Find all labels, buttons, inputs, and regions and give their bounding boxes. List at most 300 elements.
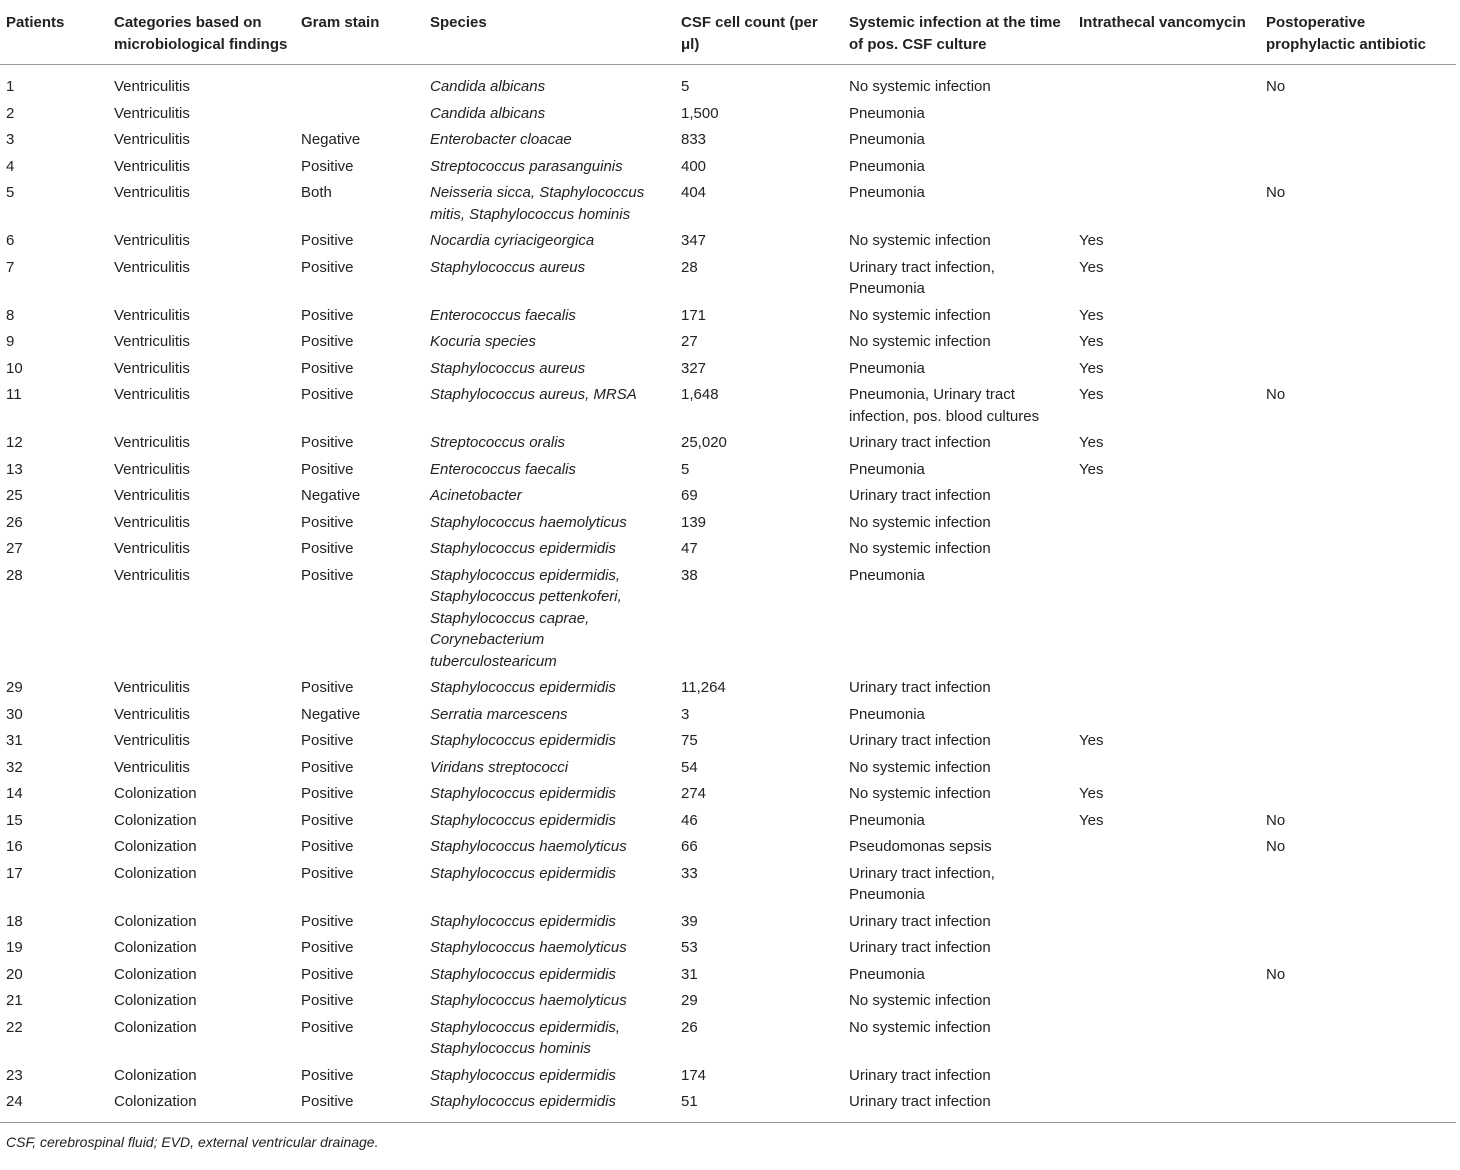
cell-species: Enterobacter cloacae	[430, 131, 572, 148]
cell-intrathecal-vancomycin	[1073, 177, 1260, 225]
cell-species: Enterococcus faecalis	[430, 306, 576, 324]
cell-species: Staphylococcus epidermidis	[430, 1093, 616, 1110]
cell-intrathecal-vancomycin: Yes	[1079, 359, 1104, 377]
footnote-row	[0, 1122, 1456, 1153]
cell-csf-cell-count: 5	[681, 460, 690, 478]
cell-patient: 3	[6, 131, 15, 148]
cell-patient: 2	[6, 104, 15, 122]
header-species: Species	[424, 0, 675, 65]
cell-category: Ventriculitis	[114, 679, 190, 696]
cell-prophylactic-antibiotic	[1260, 151, 1456, 178]
cell-category: Colonization	[114, 864, 197, 882]
cell-patient: 6	[6, 232, 15, 249]
cell-csf-cell-count: 39	[681, 912, 698, 930]
cell-patient: 13	[6, 460, 23, 478]
cell-prophylactic-antibiotic	[1260, 906, 1456, 933]
table-row	[0, 831, 1456, 858]
cell-csf-cell-count: 27	[681, 333, 698, 350]
cell-patient: 23	[6, 1066, 23, 1084]
header-intrathecal-vancomycin: Intrathecal vancomycin	[1073, 0, 1260, 65]
cell-patient: 7	[6, 258, 15, 276]
cell-csf-cell-count: 53	[681, 939, 698, 956]
cell-gram-stain: Positive	[301, 157, 354, 175]
cell-csf-cell-count: 33	[681, 864, 698, 882]
cell-gram-stain: Positive	[301, 258, 354, 276]
cell-systemic-infection: No systemic infection	[849, 785, 991, 802]
cell-gram-stain: Positive	[301, 566, 354, 584]
cell-category: Colonization	[114, 785, 197, 802]
cell-gram-stain: Positive	[301, 232, 354, 249]
cell-patient: 28	[6, 566, 23, 584]
table-row	[0, 353, 1456, 380]
cell-csf-cell-count: 26	[681, 1018, 698, 1036]
cell-systemic-infection: No systemic infection	[849, 306, 991, 324]
cell-patient: 26	[6, 513, 23, 531]
cell-prophylactic-antibiotic	[1260, 454, 1456, 481]
table-row	[0, 699, 1456, 726]
cell-species: Streptococcus oralis	[430, 434, 566, 451]
cell-species: Staphylococcus haemolyticus	[430, 838, 627, 855]
cell-systemic-infection: No systemic infection	[849, 540, 991, 557]
table-footer	[0, 1122, 1456, 1153]
cell-species: Staphylococcus epidermidis, Staphylococcus pettenkoferi, Staphylococcus caprae, Corynebacterium tuberculostearicum	[430, 566, 622, 670]
cell-gram-stain: Negative	[301, 131, 361, 148]
cell-species: Staphylococcus epidermidis	[430, 1066, 616, 1084]
cell-prophylactic-antibiotic	[1260, 752, 1456, 779]
cell-patient: 27	[6, 540, 23, 557]
cell-csf-cell-count: 171	[681, 306, 707, 324]
cell-csf-cell-count: 51	[681, 1093, 698, 1110]
header-row	[0, 0, 1456, 65]
cell-category: Colonization	[114, 838, 197, 855]
cell-intrathecal-vancomycin	[1073, 1086, 1260, 1122]
cell-systemic-infection: Pneumonia	[849, 359, 925, 377]
table-row	[0, 177, 1456, 225]
cell-csf-cell-count: 38	[681, 566, 698, 584]
cell-gram-stain: Positive	[301, 1093, 354, 1110]
cell-category: Ventriculitis	[114, 460, 190, 478]
cell-patient: 21	[6, 992, 23, 1009]
table-row	[0, 1060, 1456, 1087]
cell-species: Staphylococcus haemolyticus	[430, 939, 627, 956]
cell-csf-cell-count: 31	[681, 965, 698, 983]
cell-prophylactic-antibiotic	[1260, 1060, 1456, 1087]
cell-category: Ventriculitis	[114, 131, 190, 148]
cell-gram-stain: Positive	[301, 434, 354, 451]
cell-gram-stain: Positive	[301, 386, 354, 403]
cell-csf-cell-count: 11,264	[681, 679, 726, 696]
cell-species: Staphylococcus haemolyticus	[430, 992, 627, 1009]
cell-prophylactic-antibiotic	[1260, 1086, 1456, 1122]
cell-species: Candida albicans	[430, 78, 546, 95]
cell-gram-stain: Positive	[301, 758, 354, 776]
cell-prophylactic-antibiotic: No	[1266, 838, 1286, 855]
cell-category: Ventriculitis	[114, 705, 190, 723]
table-footnote: CSF, cerebrospinal fluid; EVD, external ventricular drainage.	[0, 1122, 1456, 1153]
cell-systemic-infection: Pneumonia	[849, 965, 925, 983]
cell-systemic-infection: Urinary tract infection	[849, 434, 991, 451]
header-gram-stain: Gram stain	[295, 0, 424, 65]
cell-category: Colonization	[114, 1093, 197, 1110]
cell-gram-stain: Positive	[301, 333, 354, 350]
cell-intrathecal-vancomycin: Yes	[1079, 460, 1104, 478]
cell-category: Ventriculitis	[114, 434, 190, 451]
cell-systemic-infection: Pneumonia	[849, 566, 925, 584]
table-row	[0, 752, 1456, 779]
cell-category: Colonization	[114, 965, 197, 983]
cell-systemic-infection: Urinary tract infection	[849, 487, 991, 504]
cell-patient: 32	[6, 758, 23, 776]
cell-gram-stain: Positive	[301, 513, 354, 531]
cell-prophylactic-antibiotic	[1260, 778, 1456, 805]
cell-systemic-infection: Urinary tract infection, Pneumonia	[849, 864, 995, 903]
cell-intrathecal-vancomycin	[1073, 985, 1260, 1012]
cell-csf-cell-count: 3	[681, 705, 690, 723]
cell-gram-stain: Positive	[301, 460, 354, 478]
cell-intrathecal-vancomycin	[1073, 1012, 1260, 1060]
cell-gram-stain: Both	[301, 184, 332, 201]
cell-intrathecal-vancomycin	[1073, 98, 1260, 125]
table-row	[0, 778, 1456, 805]
cell-intrathecal-vancomycin	[1073, 507, 1260, 534]
cell-systemic-infection: Urinary tract infection	[849, 939, 991, 956]
table-row	[0, 427, 1456, 454]
cell-csf-cell-count: 75	[681, 732, 698, 749]
cell-category: Ventriculitis	[114, 487, 190, 504]
table-row	[0, 65, 1456, 98]
cell-systemic-infection: Pneumonia	[849, 705, 925, 723]
cell-gram-stain: Positive	[301, 306, 354, 324]
cell-species: Kocuria species	[430, 333, 536, 350]
cell-csf-cell-count: 5	[681, 78, 690, 95]
cell-patient: 18	[6, 912, 23, 930]
cell-gram-stain: Negative	[301, 705, 361, 723]
cell-csf-cell-count: 66	[681, 838, 698, 855]
cell-gram-stain: Positive	[301, 1066, 354, 1084]
cell-csf-cell-count: 174	[681, 1066, 707, 1084]
cell-intrathecal-vancomycin	[1073, 1060, 1260, 1087]
cell-systemic-infection: Urinary tract infection	[849, 912, 991, 930]
cell-species: Staphylococcus epidermidis	[430, 785, 616, 802]
table-row	[0, 932, 1456, 959]
cell-patient: 22	[6, 1018, 23, 1036]
table-body	[0, 65, 1456, 1123]
cell-patient: 4	[6, 157, 15, 175]
cell-species: Staphylococcus epidermidis	[430, 679, 616, 696]
cell-category: Ventriculitis	[114, 540, 190, 557]
cell-species: Viridans streptococci	[430, 758, 569, 776]
cell-species: Staphylococcus aureus, MRSA	[430, 386, 637, 403]
cell-intrathecal-vancomycin	[1073, 560, 1260, 673]
cell-intrathecal-vancomycin: Yes	[1079, 306, 1104, 324]
cell-intrathecal-vancomycin	[1073, 932, 1260, 959]
table-row	[0, 252, 1456, 300]
cell-patient: 5	[6, 184, 15, 201]
cell-species: Staphylococcus epidermidis	[430, 732, 616, 749]
cell-species: Acinetobacter	[430, 487, 522, 504]
cell-patient: 24	[6, 1093, 23, 1110]
cell-csf-cell-count: 400	[681, 157, 707, 175]
cell-species: Nocardia cyriacigeorgica	[430, 232, 595, 249]
cell-category: Ventriculitis	[114, 386, 190, 403]
cell-gram-stain: Positive	[301, 785, 354, 802]
cell-prophylactic-antibiotic	[1260, 932, 1456, 959]
cell-category: Colonization	[114, 992, 197, 1009]
table-row	[0, 805, 1456, 832]
table-row	[0, 672, 1456, 699]
cell-gram-stain: Positive	[301, 811, 354, 829]
cell-species: Staphylococcus aureus	[430, 258, 586, 276]
cell-species: Staphylococcus epidermidis	[430, 912, 616, 930]
table-row	[0, 507, 1456, 534]
table-row	[0, 1012, 1456, 1060]
cell-systemic-infection: Urinary tract infection, Pneumonia	[849, 258, 995, 297]
cell-intrathecal-vancomycin	[1073, 752, 1260, 779]
cell-gram-stain	[295, 65, 424, 98]
cell-category: Ventriculitis	[114, 78, 190, 95]
cell-systemic-infection: No systemic infection	[849, 333, 991, 350]
table-row	[0, 560, 1456, 673]
cell-category: Ventriculitis	[114, 232, 190, 249]
cell-patient: 16	[6, 838, 23, 855]
cell-systemic-infection: Urinary tract infection	[849, 679, 991, 696]
cell-category: Colonization	[114, 1018, 197, 1036]
table-row	[0, 533, 1456, 560]
cell-patient: 20	[6, 965, 23, 983]
cell-intrathecal-vancomycin: Yes	[1079, 258, 1104, 276]
cell-patient: 30	[6, 705, 23, 723]
cell-intrathecal-vancomycin: Yes	[1079, 333, 1104, 350]
cell-gram-stain: Positive	[301, 864, 354, 882]
cell-systemic-infection: Pneumonia	[849, 811, 925, 829]
cell-gram-stain: Positive	[301, 732, 354, 749]
cell-patient: 12	[6, 434, 23, 451]
cell-prophylactic-antibiotic	[1260, 252, 1456, 300]
cell-prophylactic-antibiotic	[1260, 124, 1456, 151]
header-systemic-infection: Systemic infection at the time of pos. CSF culture	[843, 0, 1073, 65]
cell-intrathecal-vancomycin	[1073, 858, 1260, 906]
header-prophylactic-antibiotic: Postoperative prophylactic antibiotic	[1260, 0, 1456, 65]
cell-systemic-infection: No systemic infection	[849, 1018, 991, 1036]
cell-species: Staphylococcus epidermidis, Staphylococcus hominis	[430, 1018, 621, 1057]
cell-systemic-infection: Pneumonia	[849, 131, 925, 148]
cell-systemic-infection: No systemic infection	[849, 78, 991, 95]
cell-intrathecal-vancomycin	[1073, 480, 1260, 507]
cell-intrathecal-vancomycin	[1073, 672, 1260, 699]
cell-category: Colonization	[114, 912, 197, 930]
cell-patient: 8	[6, 306, 15, 324]
cell-csf-cell-count: 25,020	[681, 434, 727, 451]
cell-patient: 19	[6, 939, 23, 956]
cell-prophylactic-antibiotic	[1260, 672, 1456, 699]
cell-prophylactic-antibiotic: No	[1266, 386, 1286, 403]
table-row	[0, 858, 1456, 906]
table-row	[0, 480, 1456, 507]
cell-intrathecal-vancomycin: Yes	[1079, 732, 1104, 749]
cell-prophylactic-antibiotic	[1260, 326, 1456, 353]
cell-prophylactic-antibiotic	[1260, 1012, 1456, 1060]
cell-systemic-infection: No systemic infection	[849, 992, 991, 1009]
cell-patient: 31	[6, 732, 23, 749]
cell-prophylactic-antibiotic	[1260, 98, 1456, 125]
cell-species: Staphylococcus aureus	[430, 359, 586, 377]
cell-prophylactic-antibiotic	[1260, 858, 1456, 906]
cell-systemic-infection: Urinary tract infection	[849, 1093, 991, 1110]
cell-intrathecal-vancomycin: Yes	[1079, 232, 1104, 249]
cell-csf-cell-count: 139	[681, 513, 707, 531]
cell-species: Serratia marcescens	[430, 705, 568, 723]
cell-prophylactic-antibiotic: No	[1266, 811, 1286, 829]
cell-prophylactic-antibiotic	[1260, 480, 1456, 507]
cell-intrathecal-vancomycin	[1073, 151, 1260, 178]
cell-gram-stain: Positive	[301, 1018, 354, 1036]
cell-intrathecal-vancomycin: Yes	[1079, 811, 1104, 829]
table-row	[0, 1086, 1456, 1122]
cell-csf-cell-count: 69	[681, 487, 698, 504]
header-csf-cell-count: CSF cell count (per μl)	[675, 0, 843, 65]
cell-csf-cell-count: 327	[681, 359, 707, 377]
cell-prophylactic-antibiotic	[1260, 507, 1456, 534]
cell-intrathecal-vancomycin	[1073, 959, 1260, 986]
cell-csf-cell-count: 1,500	[681, 104, 719, 122]
cell-csf-cell-count: 274	[681, 785, 707, 802]
cell-prophylactic-antibiotic	[1260, 225, 1456, 252]
cell-systemic-infection: No systemic infection	[849, 758, 991, 776]
cell-systemic-infection: Urinary tract infection	[849, 732, 991, 749]
cell-prophylactic-antibiotic	[1260, 533, 1456, 560]
cell-csf-cell-count: 404	[681, 184, 707, 201]
cell-csf-cell-count: 29	[681, 992, 698, 1009]
header-patients: Patients	[0, 0, 108, 65]
cell-patient: 9	[6, 333, 15, 350]
cell-systemic-infection: No systemic infection	[849, 513, 991, 531]
cell-intrathecal-vancomycin	[1073, 65, 1260, 98]
cell-gram-stain: Positive	[301, 838, 354, 855]
cell-systemic-infection: Pneumonia	[849, 184, 925, 201]
table-row	[0, 959, 1456, 986]
cell-systemic-infection: Urinary tract infection	[849, 1066, 991, 1084]
cell-gram-stain: Positive	[301, 912, 354, 930]
cell-species: Staphylococcus epidermidis	[430, 864, 616, 882]
cell-category: Ventriculitis	[114, 333, 190, 350]
cell-species: Streptococcus parasanguinis	[430, 157, 623, 175]
cell-prophylactic-antibiotic: No	[1266, 184, 1286, 201]
cell-patient: 17	[6, 864, 23, 882]
cell-gram-stain: Positive	[301, 939, 354, 956]
cell-gram-stain: Positive	[301, 540, 354, 557]
cell-species: Neisseria sicca, Staphylococcus mitis, Staphylococcus hominis	[430, 184, 645, 223]
cell-patient: 1	[6, 78, 15, 95]
cell-prophylactic-antibiotic	[1260, 427, 1456, 454]
cell-prophylactic-antibiotic	[1260, 300, 1456, 327]
cell-category: Ventriculitis	[114, 566, 190, 584]
cell-species: Staphylococcus haemolyticus	[430, 513, 627, 531]
cell-intrathecal-vancomycin	[1073, 831, 1260, 858]
cell-gram-stain: Positive	[301, 679, 354, 696]
cell-csf-cell-count: 347	[681, 232, 707, 249]
cell-prophylactic-antibiotic	[1260, 353, 1456, 380]
cell-csf-cell-count: 47	[681, 540, 698, 557]
cell-intrathecal-vancomycin	[1073, 533, 1260, 560]
cell-gram-stain: Positive	[301, 965, 354, 983]
table-row	[0, 98, 1456, 125]
cell-category: Colonization	[114, 811, 197, 829]
cell-prophylactic-antibiotic	[1260, 985, 1456, 1012]
cell-systemic-infection: No systemic infection	[849, 232, 991, 249]
cell-patient: 29	[6, 679, 23, 696]
cell-category: Ventriculitis	[114, 513, 190, 531]
header-category: Categories based on microbiological findings	[108, 0, 295, 65]
table-row	[0, 906, 1456, 933]
cell-patient: 25	[6, 487, 23, 504]
table-row	[0, 124, 1456, 151]
cell-category: Colonization	[114, 939, 197, 956]
cell-prophylactic-antibiotic	[1260, 699, 1456, 726]
cell-intrathecal-vancomycin: Yes	[1079, 785, 1104, 802]
cell-prophylactic-antibiotic	[1260, 560, 1456, 673]
cell-csf-cell-count: 54	[681, 758, 698, 776]
table-row	[0, 300, 1456, 327]
cell-gram-stain: Positive	[301, 992, 354, 1009]
cell-gram-stain: Positive	[301, 359, 354, 377]
cell-category: Ventriculitis	[114, 258, 190, 276]
cell-systemic-infection: Pseudomonas sepsis	[849, 838, 992, 855]
cell-species: Candida albicans	[430, 104, 546, 122]
cell-patient: 14	[6, 785, 23, 802]
cell-patient: 10	[6, 359, 23, 377]
cell-csf-cell-count: 28	[681, 258, 698, 276]
cell-csf-cell-count: 46	[681, 811, 698, 829]
cell-category: Ventriculitis	[114, 104, 190, 122]
cell-category: Ventriculitis	[114, 758, 190, 776]
cell-gram-stain	[295, 98, 424, 125]
table-row	[0, 725, 1456, 752]
cell-species: Staphylococcus epidermidis	[430, 965, 616, 983]
table-row	[0, 151, 1456, 178]
cell-prophylactic-antibiotic: No	[1266, 78, 1286, 95]
table-row	[0, 225, 1456, 252]
table-row	[0, 454, 1456, 481]
table-row	[0, 379, 1456, 427]
cell-systemic-infection: Pneumonia	[849, 104, 925, 122]
cell-intrathecal-vancomycin: Yes	[1079, 386, 1104, 403]
cell-species: Enterococcus faecalis	[430, 460, 576, 478]
cell-intrathecal-vancomycin	[1073, 124, 1260, 151]
cell-prophylactic-antibiotic: No	[1266, 965, 1286, 983]
table-row	[0, 326, 1456, 353]
cell-intrathecal-vancomycin	[1073, 699, 1260, 726]
table-row	[0, 985, 1456, 1012]
cell-category: Ventriculitis	[114, 157, 190, 175]
cell-csf-cell-count: 1,648	[681, 386, 719, 403]
cell-category: Ventriculitis	[114, 306, 190, 324]
cell-intrathecal-vancomycin	[1073, 906, 1260, 933]
cell-gram-stain: Negative	[301, 487, 361, 504]
cell-csf-cell-count: 833	[681, 131, 707, 148]
cell-systemic-infection: Pneumonia	[849, 157, 925, 175]
cell-prophylactic-antibiotic	[1260, 725, 1456, 752]
cell-intrathecal-vancomycin: Yes	[1079, 434, 1104, 451]
cell-systemic-infection: Pneumonia	[849, 460, 925, 478]
cell-category: Ventriculitis	[114, 732, 190, 749]
cell-species: Staphylococcus epidermidis	[430, 811, 616, 829]
cell-category: Colonization	[114, 1066, 197, 1084]
cell-category: Ventriculitis	[114, 184, 190, 201]
cell-patient: 11	[6, 386, 22, 403]
table-header	[0, 0, 1456, 65]
cell-category: Ventriculitis	[114, 359, 190, 377]
cell-patient: 15	[6, 811, 23, 829]
